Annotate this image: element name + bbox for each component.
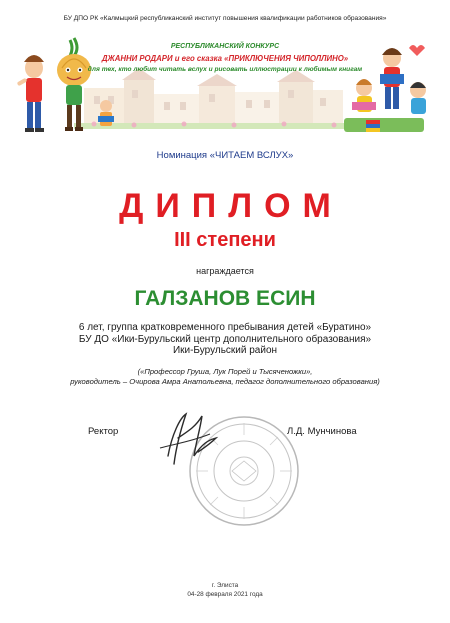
organization-header: БУ ДПО РК «Калмыцкий республиканский институт повышения квалификации работников образования» xyxy=(63,15,387,22)
contest-title: РЕСПУБЛИКАНСКИЙ КОНКУРС xyxy=(170,43,280,50)
issue-city: г. Элиста xyxy=(211,582,239,589)
issue-date: 04-28 февраля 2021 года xyxy=(187,591,263,598)
recipient-details xyxy=(0,322,450,357)
recipient-name: ГАЛЗАНОВ ЕСИН xyxy=(134,287,316,310)
work-supervisor: руководитель – Очирова Амра Анатольевна, педагог дополнительного образования) xyxy=(70,376,380,386)
child-with-book-illustration xyxy=(98,100,114,126)
diploma-degree: III степени xyxy=(174,229,276,251)
details-district: Ики-Бурульский район xyxy=(172,345,278,356)
diploma-title: ДИПЛОМ xyxy=(119,187,343,225)
rector-label: Ректор xyxy=(88,426,119,437)
contest-tagline: для тех, кто любит читать вслух и рисовать иллюстрации к любимым книгам xyxy=(87,66,363,73)
details-institution: БУ ДО «Ики-Бурульский центр дополнительного образования» xyxy=(78,333,372,345)
work-title: («Профессор Груша, Лук Порей и Тысяченожки», xyxy=(137,367,313,376)
work-info xyxy=(0,367,450,386)
rector-signature-icon xyxy=(150,404,230,474)
rector-name: Л.Д. Мунчинова xyxy=(287,426,357,437)
contest-subtitle: ДЖАННИ РОДАРИ и его сказка «ПРИКЛЮЧЕНИЯ ЧИПОЛЛИНО» xyxy=(101,54,349,63)
nomination: Номинация «ЧИТАЕМ ВСЛУХ» xyxy=(156,150,294,161)
awarded-label: награждается xyxy=(196,266,254,276)
details-age-group: 6 лет, группа кратковременного пребывания детей «Буратино» xyxy=(78,322,372,333)
